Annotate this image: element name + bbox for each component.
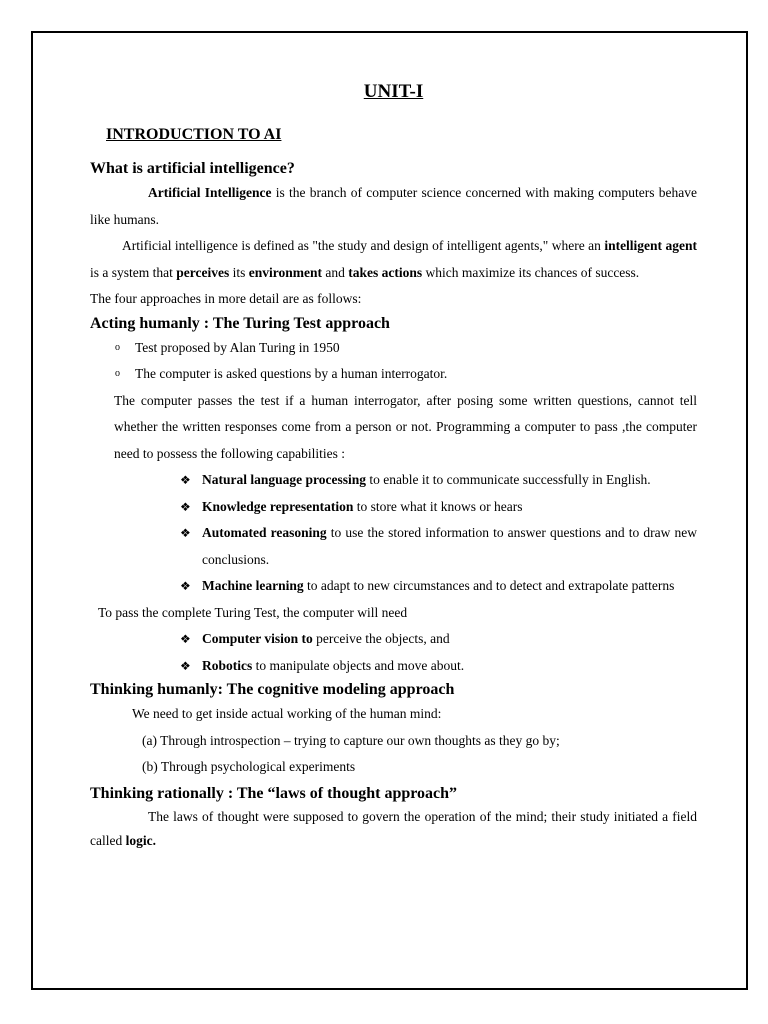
list-item [180, 494, 697, 521]
paragraph-text: The laws of thought were supposed to govern the operation of the mind; their study initiated a field called [90, 808, 697, 848]
diamond-bullet-icon: ❖ [180, 473, 191, 487]
list-item-text: to adapt to new circumstances and to detect and extrapolate patterns [303, 578, 675, 593]
paragraph-four-approaches: The four approaches in more detail are as follows: [90, 291, 362, 306]
list-item: (b) Through psychological experiments [142, 759, 356, 774]
document-body [90, 78, 697, 853]
section-heading-what-is-ai: What is artificial intelligence? [90, 160, 295, 177]
list-item [180, 653, 697, 680]
bold-term: logic. [125, 832, 156, 848]
paragraph-text: its [229, 264, 249, 280]
list-item [180, 520, 697, 573]
paragraph-turing-test: The computer passes the test if a human interrogator, after posing some written questions, cannot tell whether the written responses come from a person or not. Programming a computer to pass ,the computer need to possess the following capabilities : [114, 392, 697, 461]
list-item-text: to use the stored information to answer questions and to draw new conclusions. [202, 525, 697, 567]
bold-term: Robotics [202, 657, 253, 673]
paragraph-laws-of-thought [90, 805, 697, 853]
bold-term: perceives [176, 264, 230, 280]
list-item-text: perceive the objects, and [312, 631, 450, 646]
extra-capabilities-list [90, 626, 697, 679]
section-heading-thinking-rationally: Thinking rationally : The “laws of thought approach” [90, 784, 458, 802]
paragraph-text: Artificial intelligence is defined as "the study and design of intelligent agents," where an [122, 238, 605, 253]
bold-term: Artificial Intelligence [148, 185, 272, 200]
list-item-text: to store what it knows or hears [353, 498, 523, 514]
paragraph-complete-test: To pass the complete Turing Test, the computer will need [98, 604, 408, 620]
section-heading-acting-humanly: Acting humanly : The Turing Test approach [90, 314, 390, 332]
diamond-bullet-icon: ❖ [180, 658, 191, 673]
bold-term: Computer vision to [202, 631, 313, 646]
bold-term: environment [248, 264, 322, 280]
paragraph-text: is a system that [90, 264, 177, 280]
list-item-text: The computer is asked questions by a human interrogator. [135, 366, 448, 381]
list-item [180, 467, 697, 494]
paragraph-text: and [322, 264, 349, 280]
bold-term: Automated reasoning [202, 525, 327, 540]
intro-title: INTRODUCTION TO AI [106, 126, 282, 143]
list-item [90, 335, 697, 362]
bold-term: Natural language processing [202, 472, 367, 487]
circle-bullet-icon: o [115, 341, 120, 353]
turing-bullets [90, 335, 697, 388]
list-item [180, 573, 697, 600]
paragraph-text: which maximize its chances of success. [422, 264, 640, 280]
diamond-bullet-icon: ❖ [180, 579, 191, 593]
list-item [90, 361, 697, 388]
section-heading-thinking-humanly: Thinking humanly: The cognitive modeling approach [90, 681, 455, 698]
list-item-text: to manipulate objects and move about. [252, 657, 465, 673]
bold-term: Machine learning [202, 578, 304, 593]
list-item-text: to enable it to communicate successfully in English. [366, 472, 651, 487]
paragraph-text: is the branch of computer science concerned with making computers behave like humans. [90, 185, 697, 227]
approaches-list [142, 728, 697, 781]
diamond-bullet-icon: ❖ [180, 526, 191, 540]
unit-title: UNIT-I [363, 81, 424, 102]
list-item [180, 626, 697, 653]
bold-term: intelligent agent [604, 238, 697, 253]
paragraph-human-mind: We need to get inside actual working of the human mind: [132, 706, 442, 721]
paragraph-intelligent-agents [90, 233, 697, 286]
bold-term: Knowledge representation [202, 498, 354, 514]
bold-term: takes actions [348, 264, 423, 280]
list-item-text: Test proposed by Alan Turing in 1950 [135, 339, 340, 355]
diamond-bullet-icon: ❖ [180, 499, 191, 514]
list-item: (a) Through introspection – trying to capture our own thoughts as they go by; [142, 732, 560, 748]
paragraph-ai-definition [90, 180, 697, 233]
diamond-bullet-icon: ❖ [180, 632, 191, 646]
circle-bullet-icon: o [115, 368, 120, 379]
capabilities-list [90, 467, 697, 600]
